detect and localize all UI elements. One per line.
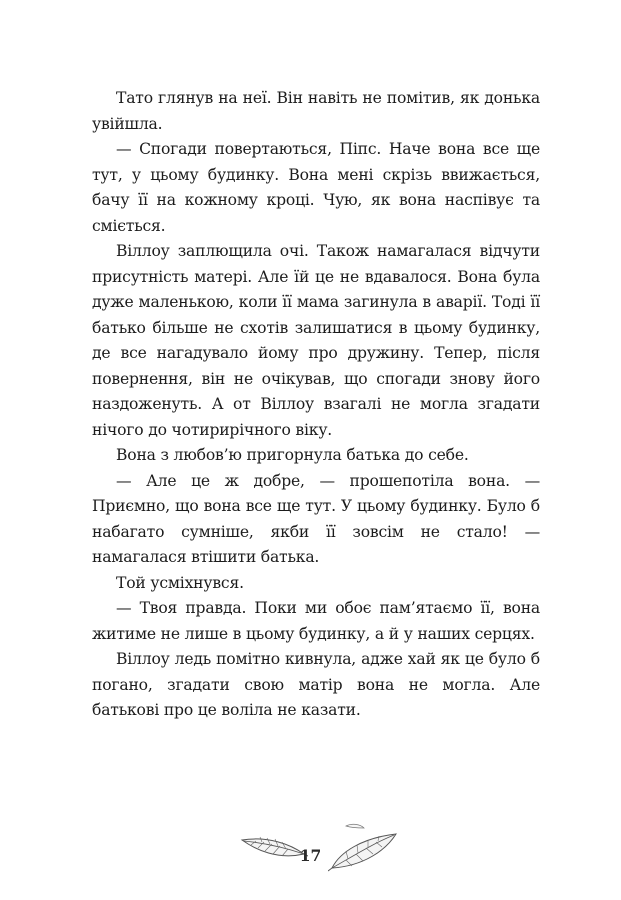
paragraph: Тато глянув на неї. Він навіть не помітив, як донька увійшла. xyxy=(92,89,540,133)
page-number: 17 xyxy=(299,846,322,865)
leaf-icon xyxy=(328,820,400,876)
paragraph: Той усміхнувся. xyxy=(116,573,244,592)
paragraph: Віллоу ледь помітно кивнула, адже хай як це було б погано, згадати свою матір вона не могла. Але батькові про це воліла не казати. xyxy=(92,650,540,719)
paragraph: — Твоя правда. Поки ми обоє пам’ятаємо її, вона житиме не лише в цьому будинку, а й у наших серцях. xyxy=(92,599,540,643)
paragraph: Віллоу заплющила очі. Також намагалася відчути присутність матері. Але їй це не вдавалося. Вона була дуже маленькою, коли її мама загинула в аварії. Тоді її батько більше не схотів залишатися в цьому будинку, де все нагадувало йому про дружину. Тепер, після повернення, він не очікував, що спогади знову його наздоженуть. А от Віллоу взагалі не могла згадати нічого до чотирирічного віку. xyxy=(92,242,540,439)
paragraph: Вона з любов’ю пригорнула батька до себе. xyxy=(116,446,469,464)
paragraph: — Спогади повертаються, Піпс. Наче вона все ще тут, у цьому будинку. Вона мені скрізь ввижається, бачу її на кожному кроці. Чую, як вона наспівує та сміється. xyxy=(92,140,540,235)
paragraph: — Але це ж добре, — прошепотіла вона. — Приємно, що вона все ще тут. У цьому будинку. Було б набагато сумніше, якби її зовсім не стало! — намагалася втішити батька. xyxy=(92,471,540,566)
body-text xyxy=(92,86,540,724)
page-footer xyxy=(0,818,621,878)
